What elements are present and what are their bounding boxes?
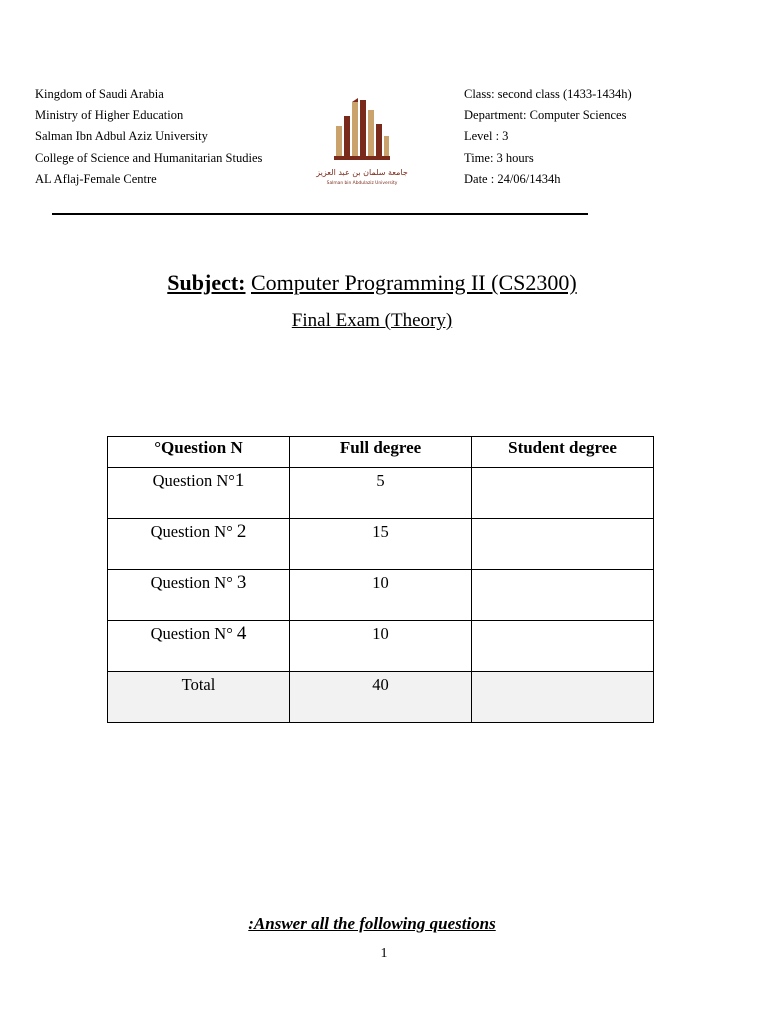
question-prefix: Question N°	[150, 522, 237, 541]
column-header-question: °Question N	[108, 437, 290, 468]
total-row	[108, 672, 654, 723]
total-label: Total	[108, 672, 290, 723]
column-header-full-degree: Full degree	[290, 437, 472, 468]
full-degree-cell: 5	[290, 468, 472, 519]
total-full-degree: 40	[290, 672, 472, 723]
header-right	[464, 84, 632, 190]
question-number: 2	[236, 521, 247, 542]
table-row	[108, 468, 654, 519]
header-class: Class: second class (1433-1434h)	[464, 87, 632, 101]
table-row	[108, 570, 654, 621]
subject-label: Subject:	[167, 270, 246, 295]
header-left	[35, 84, 262, 190]
subject-title	[0, 270, 744, 296]
header-divider	[52, 213, 588, 215]
question-number: 3	[236, 572, 247, 593]
question-cell	[108, 519, 290, 570]
full-degree-cell: 15	[290, 519, 472, 570]
question-prefix: Question N°	[150, 573, 237, 592]
header-time: Time: 3 hours	[464, 150, 534, 165]
header-university: Salman Ibn Adbul Aziz University	[35, 129, 208, 144]
table-header-row	[108, 437, 654, 468]
question-cell	[108, 621, 290, 672]
university-logo-icon	[316, 96, 408, 188]
question-cell	[108, 468, 290, 519]
question-cell	[108, 570, 290, 621]
student-degree-cell	[472, 519, 654, 570]
student-degree-cell	[472, 570, 654, 621]
header-college: College of Science and Humanitarian Studies	[35, 150, 263, 165]
subject-name: Computer Programming II (CS2300)	[251, 270, 577, 295]
full-degree-cell: 10	[290, 621, 472, 672]
column-header-student-degree: Student degree	[472, 437, 654, 468]
full-degree-cell: 10	[290, 570, 472, 621]
student-degree-cell	[472, 468, 654, 519]
page-number: 1	[380, 946, 388, 961]
table-row	[108, 519, 654, 570]
header-centre: AL Aflaj-Female Centre	[35, 171, 157, 186]
grades-table	[107, 436, 654, 723]
student-degree-cell	[472, 621, 654, 672]
question-number: 4	[236, 623, 247, 644]
header-level: Level : 3	[464, 129, 509, 144]
header-ministry: Ministry of Higher Education	[35, 108, 184, 123]
instruction-text: :Answer all the following questions	[248, 914, 496, 933]
total-student-degree	[472, 672, 654, 723]
question-number: 1	[234, 470, 245, 491]
header-country: Kingdom of Saudi Arabia	[35, 87, 164, 101]
table-row	[108, 621, 654, 672]
question-prefix: Question N°	[150, 624, 237, 643]
logo-english-text: Salman bin Abdulaziz University	[326, 181, 398, 186]
exam-title: Final Exam (Theory)	[291, 310, 453, 331]
header-date: Date : 24/06/1434h	[464, 171, 561, 186]
question-prefix: Question N°	[152, 471, 235, 490]
header-department: Department: Computer Sciences	[464, 108, 627, 123]
logo-arabic-text: جامعة سلمان بن عبد العزيز	[316, 168, 408, 177]
